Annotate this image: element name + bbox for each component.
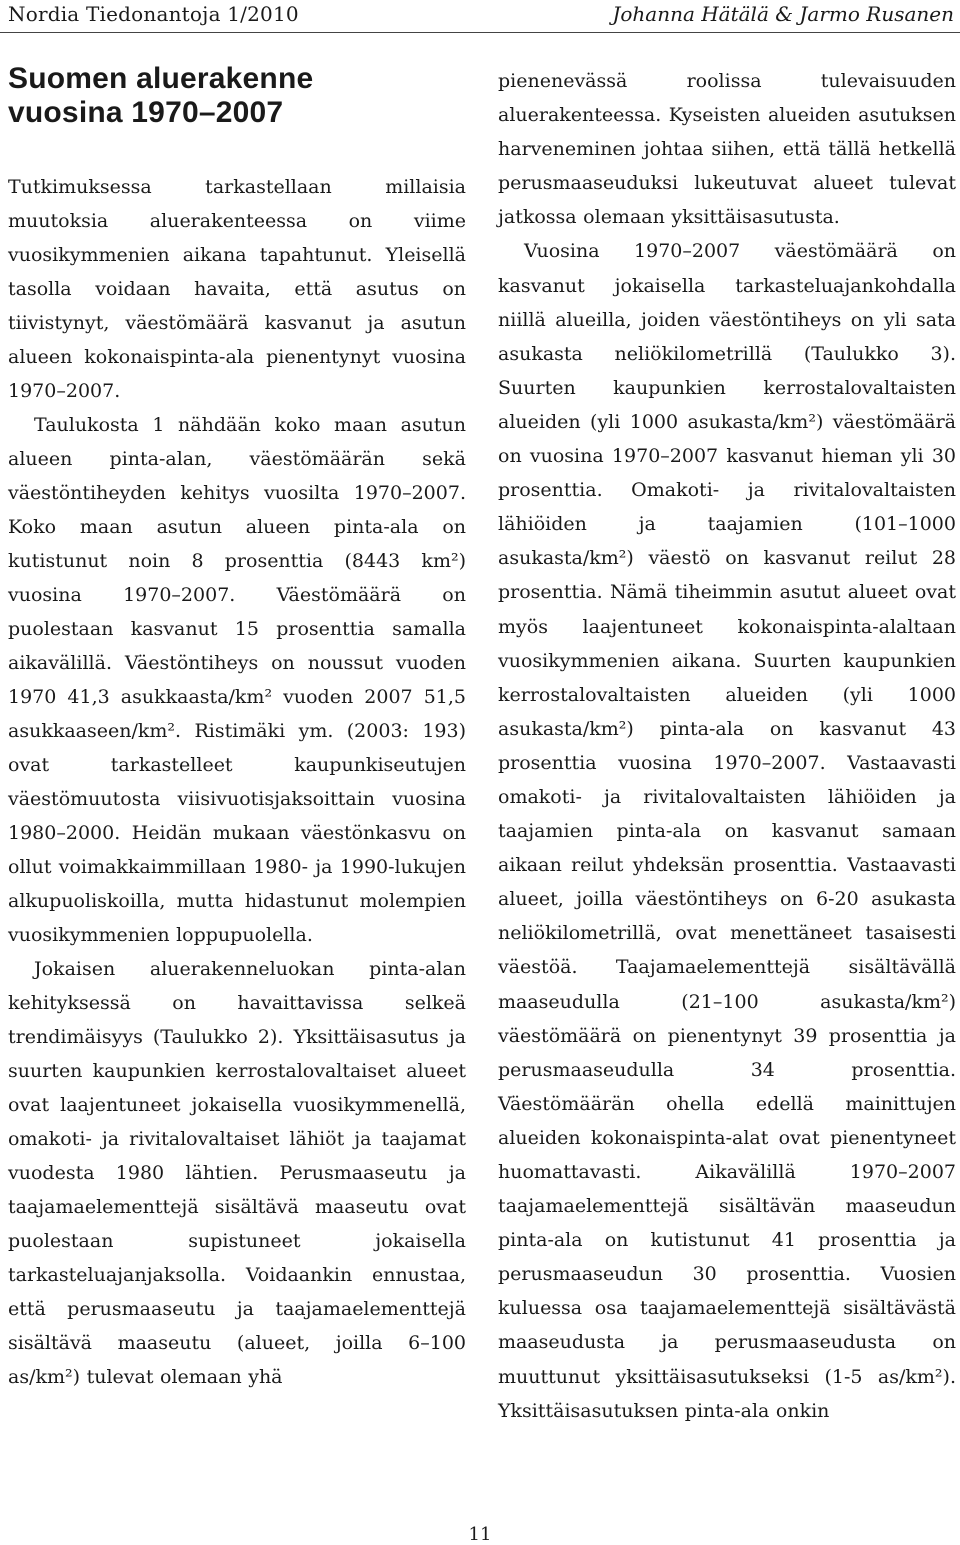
article-title: [8, 62, 466, 130]
page-number: 11: [468, 1524, 492, 1545]
article-authors: Johanna Hätälä & Jarmo Rusanen: [612, 2, 954, 26]
left-column: [8, 62, 466, 1394]
paragraph: pienenevässä roolissa tulevaisuuden aluerakenteessa. Kyseisten alueiden asutuksen harveneminen johtaa siihen, että tällä hetkellä perusmaaseuduksi lukeutuvat alueet tulevat jatkossa olemaan yksittäisasutusta.: [498, 70, 956, 229]
paragraph: Taulukosta 1 nähdään koko maan asutun alueen pinta-alan, väestömäärän sekä väestöntiheyden kehitys vuosilta 1970–2007. Koko maan asutun alueen pinta-ala on kutistunut noin 8 prosenttia (8443 km²) vuosina 1970–2007. Väestömäärä on puolestaan kasvanut 15 prosenttia samalla aikavälillä. Väestöntiheys on noussut vuoden 1970 41,3 asukkaasta/km² vuoden 2007 51,5 asukkaaseen/km². Ristimäki ym. (2003: 193) ovat tarkastelleet kaupunkiseutujen väestömuutosta viisivuotisjaksoittain vuosina 1980–2000. Heidän mukaan väestönkasvu on ollut voimakkaimmillaan 1980- ja 1990-lukujen alkupuoliskoilla, mutta hidastunut molempien vuosikymmenien loppupuolella.: [8, 414, 466, 946]
running-header: [0, 0, 960, 34]
header-rule: [0, 32, 960, 33]
right-column: [498, 64, 956, 1428]
title-line-1: Suomen aluerakenne: [8, 62, 314, 95]
paragraph: Jokaisen aluerakenneluokan pinta-alan kehityksessä on havaittavissa selkeä trendimäisyys (Taulukko 2). Yksittäisasutus ja suurten kaupunkien kerrostalovaltaiset alueet ovat laajentuneet jokaisella vuosikymmenellä, omakoti- ja rivitalovaltaiset lähiöt ja taajamat vuodesta 1980 lähtien. Perusmaaseutu ja taajamaelementtejä sisältävä maaseutu ovat puolestaan supistuneet jokaisella tarkasteluajanjaksolla. Voidaankin ennustaa, että perusmaaseutu ja taajamaelementtejä sisältävä maaseutu (alueet, joilla 6–100 as/km²) tulevat olemaan yhä: [8, 958, 466, 1388]
journal-issue: Nordia Tiedonantoja 1/2010: [8, 2, 299, 26]
paragraph: Vuosina 1970–2007 väestömäärä on kasvanut jokaisella tarkasteluajankohdalla niillä alueilla, joiden väestöntiheys on yli sata asukasta neliökilometrillä (Taulukko 3). Suurten kaupunkien kerrostalovaltaisten alueiden (yli 1000 asukasta/km²) väestömäärä on vuosina 1970–2007 kasvanut hieman yli 30 prosenttia. Omakoti- ja rivitalovaltaisten lähiöiden ja taajamien (101–1000 asukasta/km²) väestö on kasvanut reilut 28 prosenttia. Nämä tiheimmin asutut alueet ovat myös laajentuneet kokonaispinta-alaltaan vuosikymmenien aikana. Suurten kaupunkien kerrostalovaltaisten alueiden (yli 1000 asukasta/km²) pinta-ala on kasvanut 43 prosenttia vuosina 1970–2007. Vastaavasti omakoti- ja rivitalovaltaisten lähiöiden ja taajamien pinta-ala on kasvanut samaan aikaan reilut yhdeksän prosenttia. Vastaavasti alueet, joilla väestöntiheys on 6-20 asukasta neliökilometrillä, ovat menettäneet tasaisesti väestöä. Taajamaelementtejä sisältävällä maaseudulla (21–100 asukasta/km²) väestömäärä on pienentynyt 39 prosenttia ja perusmaaseudulla 34 prosenttia. Väestömäärän ohella edellä mainittujen alueiden kokonaispinta-alat ovat pienentyneet huomattavasti. Aikavälillä 1970–2007 taajamaelementtejä sisältävän maaseudun pinta-ala on kutistunut 41 prosenttia ja perusmaaseudun 30 prosenttia. Vuosien kuluessa osa taajamaelementtejä sisältävästä maaseudusta ja perusmaaseudusta on muuttunut yksittäisasutukseksi (1-5 as/km²). Yksittäisasutuksen pinta-ala onkin: [498, 240, 956, 1422]
title-line-2: vuosina 1970–2007: [8, 96, 284, 129]
paragraph: Tutkimuksessa tarkastellaan millaisia muutoksia aluerakenteessa on viime vuosikymmenien aikana tapahtunut. Yleisellä tasolla voidaan havaita, että asutus on tiivistynyt, väestömäärä kasvanut ja asutun alueen kokonaispinta-ala pienentynyt vuosina 1970–2007.: [8, 176, 466, 402]
